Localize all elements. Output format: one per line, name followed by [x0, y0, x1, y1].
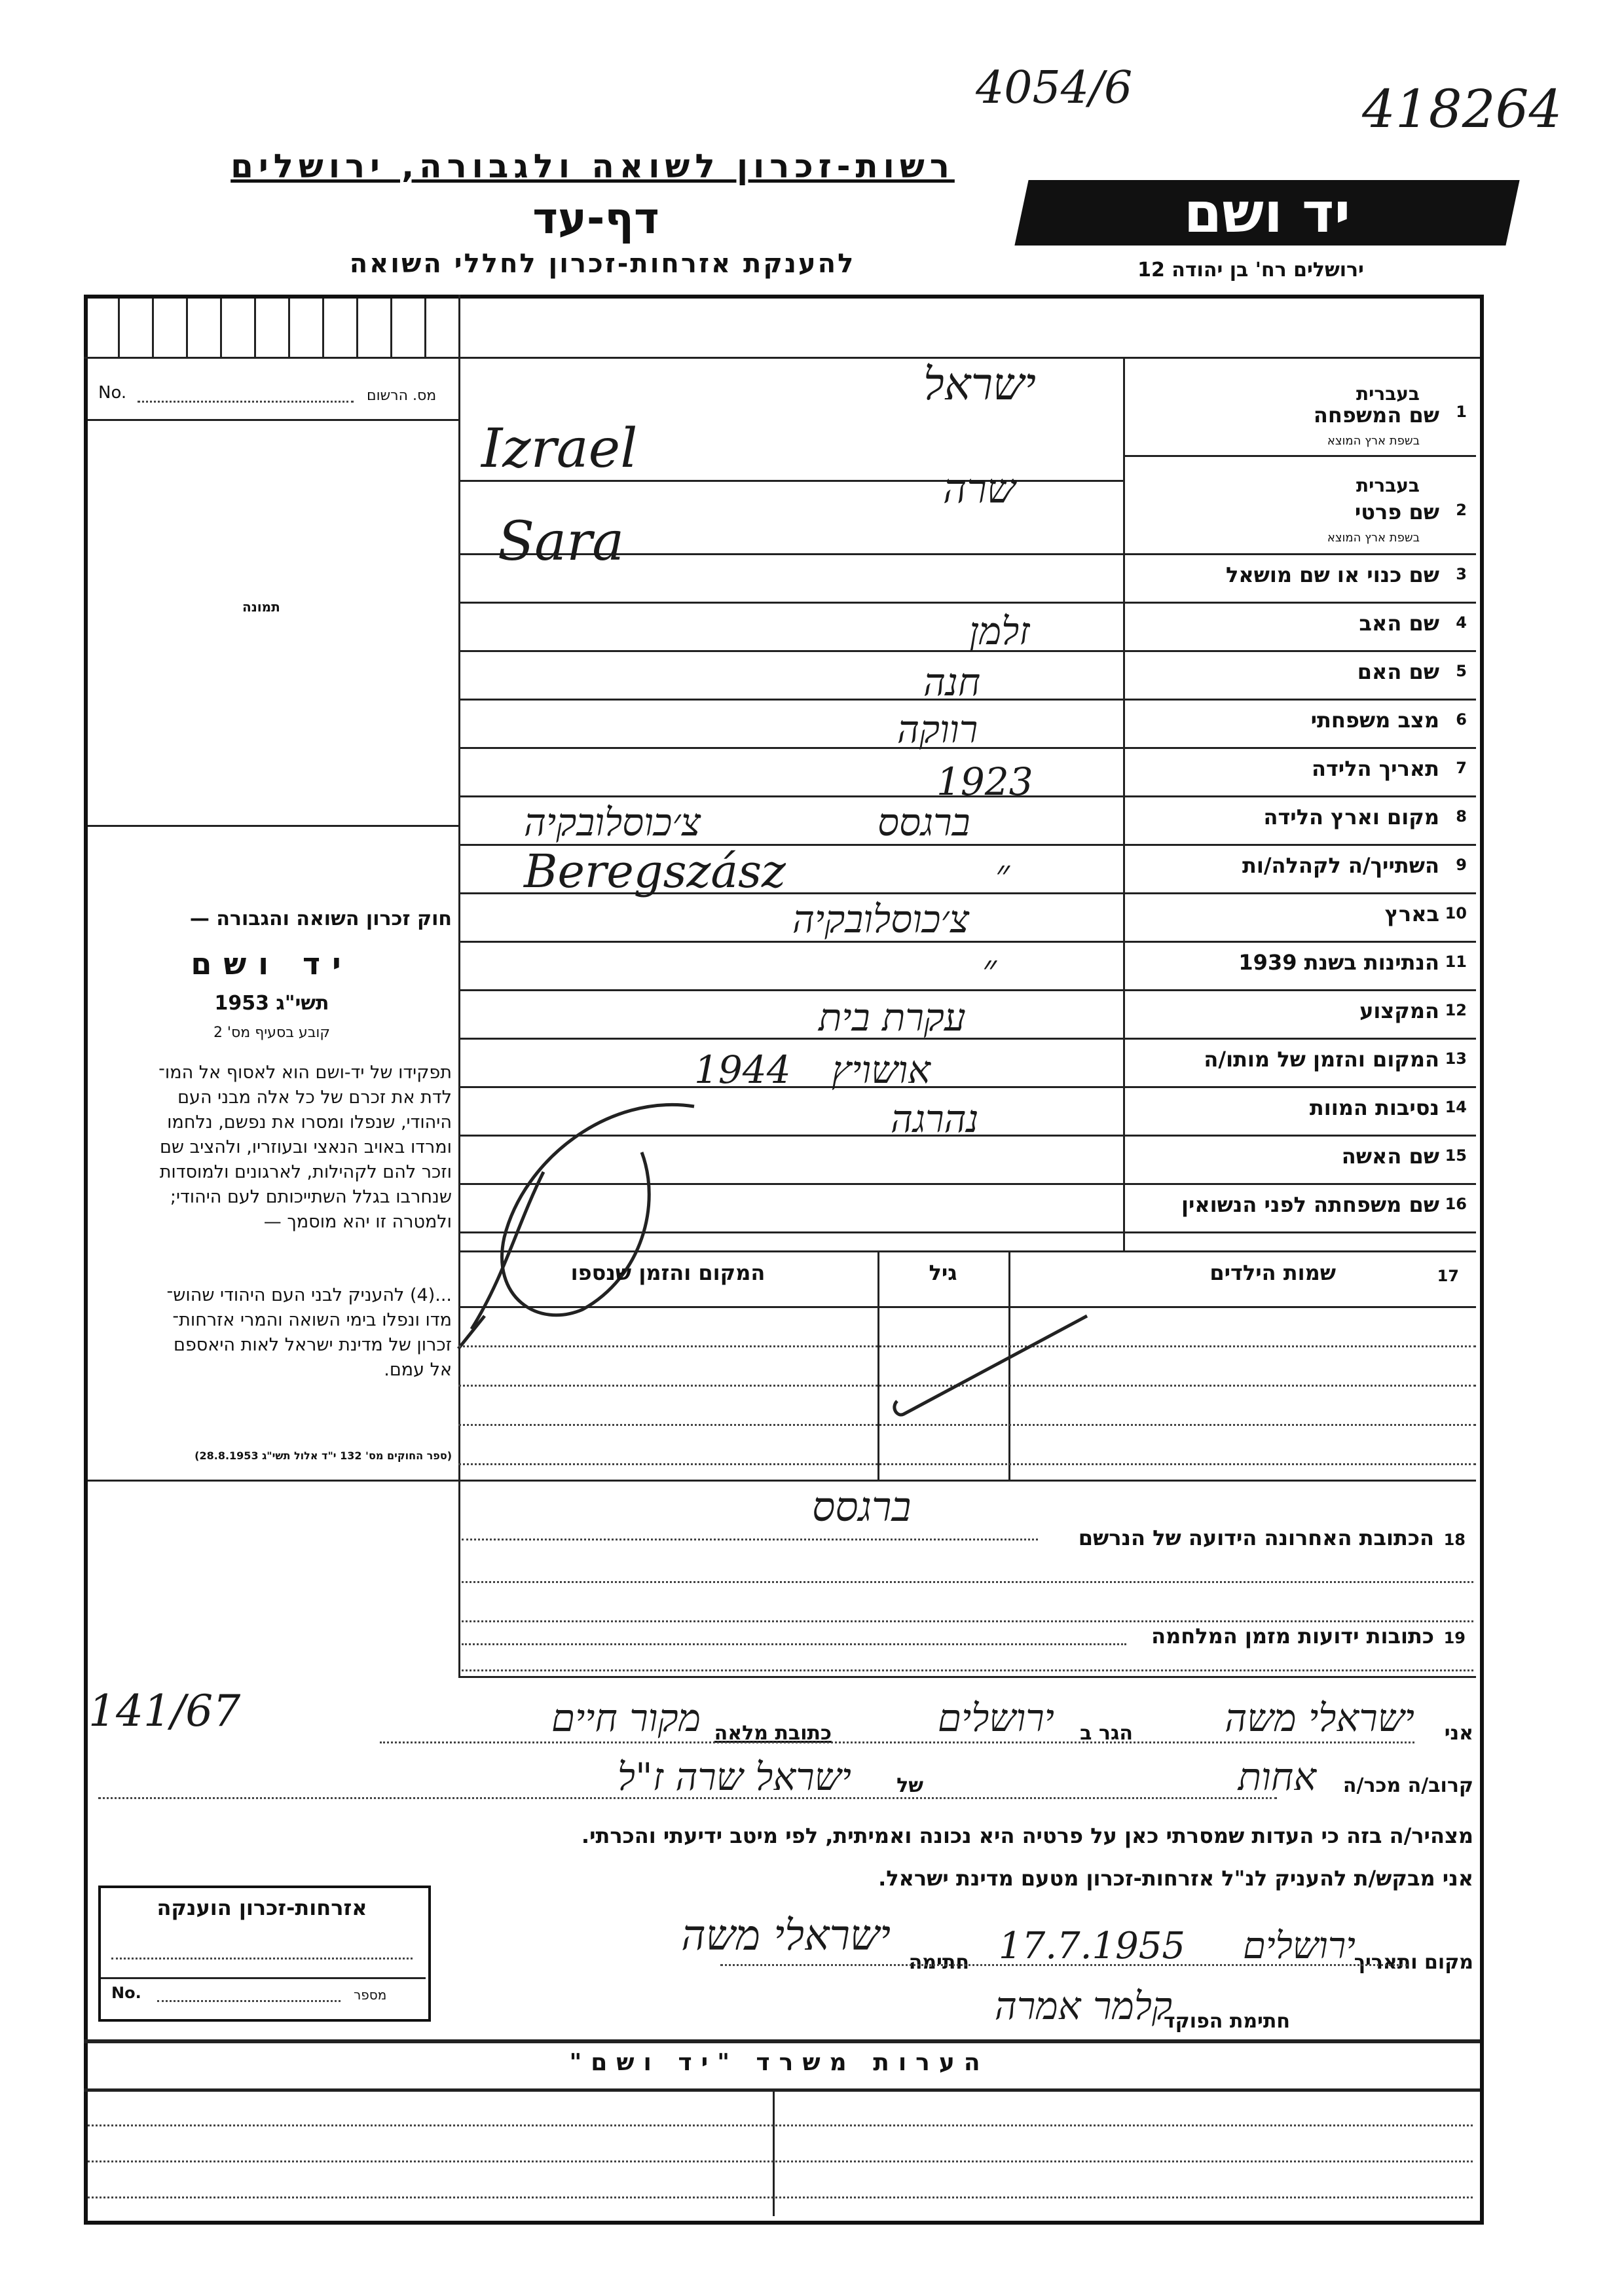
- field-label-mother-name: שם האם: [1357, 659, 1439, 684]
- value-citizenship-1939: ״: [982, 946, 997, 991]
- declaration-request: אני מבקש/ת להעניק לנ"ל אזרחות-זכרון מטעם מדינת ישראל.: [878, 1866, 1473, 1891]
- law-name: יד ושם: [191, 946, 353, 981]
- field-label-nickname: שם כנוי או שם מושאל: [1225, 562, 1439, 587]
- field-label-country: בארץ: [1384, 902, 1439, 926]
- law-subclause-line: זכרון של מדינת ישראל לאות היאספם: [174, 1335, 452, 1355]
- field-label-wife-name: שם האשה: [1341, 1144, 1439, 1169]
- field-sub-native: בשפת ארץ המוצא: [1327, 531, 1420, 545]
- field-number: 7: [1456, 759, 1467, 777]
- field-number: 6: [1456, 710, 1467, 729]
- document-purpose: להענקת אזרחות-זכרון לחללי השואה: [349, 249, 856, 279]
- page-id-number: 418264: [1362, 79, 1562, 139]
- law-footnote: (ספר החוקים מס' 132 י"ד אלול תשי"ג 28.8.1953): [194, 1449, 452, 1462]
- authority-name: רשות-זכרון לשואה ולגבורה, ירושלים: [231, 147, 955, 185]
- law-line: שנחרבו בגלל השתייכותם לעם היהודי;: [170, 1187, 452, 1207]
- registration-no-label-en: No.: [98, 383, 127, 403]
- law-subclause-line: אל עמם.: [384, 1360, 452, 1380]
- field-number: 4: [1456, 613, 1467, 632]
- relation-value: אחות: [1238, 1755, 1316, 1799]
- field-number: 9: [1456, 856, 1467, 874]
- field-number: 1: [1456, 403, 1467, 421]
- value-death-year: 1944: [694, 1048, 791, 1092]
- value-profession: עקרת בית: [819, 995, 966, 1040]
- law-line: תפקידו של יד-ושם הוא לאסוף אל המו־: [158, 1063, 452, 1083]
- value-birth-country: צ׳כוסלובקיה: [524, 800, 701, 845]
- of-label: של: [896, 1774, 923, 1797]
- signature-value: ישראלי משה: [681, 1912, 891, 1960]
- children-death-header: המקום והזמן שנספו: [570, 1260, 766, 1285]
- file-number: 4054/6: [976, 62, 1133, 114]
- children-names-header: שמות הילדים: [1209, 1260, 1336, 1285]
- value-first-name-he: שרה: [943, 465, 1016, 513]
- value-mother-name: חנה: [923, 660, 981, 704]
- law-title: חוק זכרון השואה והגבורה —: [189, 907, 452, 930]
- field-label-profession: המקצוע: [1359, 998, 1439, 1023]
- photo-placeholder: תמונה: [242, 599, 280, 615]
- relative-label: קרוב/ה מכר/ה: [1342, 1774, 1473, 1797]
- registration-no-label-he: מס. הרשום: [367, 388, 437, 404]
- field-label-family-name: שם המשפחה: [1313, 403, 1439, 428]
- value-father-name: זלמן: [969, 609, 1030, 653]
- declaration-statement: מצהיר/ה בזה כי העדות שמסרתי כאן על פרטיה היא נכונה ואמיתית, לפי מיטב ידיעתי והכרתי.: [581, 1823, 1473, 1848]
- signature-label: חתימה: [908, 1951, 969, 1974]
- field-sub-hebrew: בעברית: [1356, 383, 1420, 405]
- value-country: צ׳כוסלובקיה: [792, 897, 970, 941]
- field-number: 16: [1445, 1195, 1467, 1213]
- yad-vashem-address: ירושלים רח' בן יהודה 12: [1137, 259, 1364, 282]
- place-value: ירושלים: [1243, 1925, 1356, 1967]
- field-label-marital-status: מצב משפחתי: [1310, 708, 1439, 733]
- document-title: דף-עד: [532, 193, 659, 244]
- declarant-name: ישראלי משה: [1225, 1696, 1414, 1740]
- field-number: 2: [1456, 501, 1467, 519]
- law-line: ומרדו באויב הנאצי ובעוזריו, ולהציב שם: [159, 1137, 452, 1157]
- law-subclause-line: מדו ונפלו בימי השואה והמרי אזרחות־: [172, 1310, 452, 1330]
- field-label-birth-date: תאריך הלידה: [1311, 756, 1439, 781]
- field-label-birth-place: מקום וארץ הלידה: [1263, 805, 1439, 829]
- resides-value: ירושלים: [937, 1696, 1054, 1740]
- field-label-death-place-time: המקום והזמן של מותו/ה: [1204, 1047, 1439, 1072]
- field-number: 8: [1456, 807, 1467, 826]
- field-number: 3: [1456, 565, 1467, 583]
- value-birth-date: 1923: [936, 759, 1033, 804]
- grant-box-no-he: מספר: [354, 1987, 387, 2003]
- value-last-address: ברגסס: [812, 1483, 912, 1531]
- value-death-circumstances: נהרגה: [891, 1097, 979, 1141]
- children-age-header: גיל: [929, 1260, 957, 1285]
- law-subclause-line: ...(4) להעניק לבני העם היהודי שהוש־: [166, 1285, 452, 1305]
- law-line: לדת את זכרם של כל אלה מבני העם: [177, 1087, 452, 1108]
- field-number: 5: [1456, 662, 1467, 680]
- officer-signature-label: חתימת הפוקד: [1164, 2010, 1290, 2033]
- value-marital-status: רווקה: [897, 707, 978, 752]
- field-label-father-name: שם האב: [1359, 611, 1439, 636]
- place-date-label: מקום ותאריך: [1354, 1951, 1473, 1974]
- wartime-addresses-label: כתובות ידועות מזמן המלחמה: [1151, 1624, 1434, 1649]
- field-number: 11: [1445, 953, 1467, 971]
- grant-box-title: אזרחות-זכרון הוענקה: [157, 1895, 367, 1920]
- value-birth-place: ברגסס: [877, 800, 970, 845]
- office-notes-title: הערות משרד "יד ושם": [569, 2049, 989, 2076]
- value-family-name-he: ישראל: [923, 359, 1036, 410]
- last-address-label: הכתובת האחרונה הידועה של הנרשם: [1078, 1525, 1434, 1550]
- law-clause: קובע בסעיף מס' 2: [213, 1025, 331, 1041]
- field-number: 15: [1445, 1146, 1467, 1165]
- grant-box-no-en: No.: [111, 1984, 141, 2002]
- logo-text: יד ושם: [1183, 181, 1351, 245]
- field-label-community: השתייך/ה לקהלה/ות: [1242, 853, 1439, 878]
- field-label-maiden-name: שם משפחתה לפני הנשואין: [1181, 1192, 1439, 1217]
- value-death-place: אושויץ: [832, 1048, 931, 1092]
- officer-signature-value: קלמר אמרה: [994, 1984, 1172, 2028]
- value-first-name-native: Sara: [498, 511, 625, 573]
- field-number: 13: [1445, 1049, 1467, 1068]
- value-community-ditto: ״: [995, 851, 1010, 896]
- field-number: 14: [1445, 1098, 1467, 1116]
- full-address-label: כתובת מלאה: [714, 1722, 832, 1745]
- of-value: ישראל שרה ז"ל: [617, 1755, 851, 1799]
- field-number: 10: [1445, 904, 1467, 922]
- field-number: 12: [1445, 1001, 1467, 1019]
- law-line: היהודי, שנפלו ומסרו את נפשם, נלחמו: [167, 1112, 452, 1133]
- margin-scribble: [445, 1080, 747, 1355]
- field-sub-hebrew: בעברית: [1356, 475, 1420, 496]
- field-number: 17: [1437, 1267, 1459, 1285]
- file-reference: 141/67: [88, 1686, 241, 1736]
- value-family-name-native: Izrael: [481, 418, 638, 480]
- children-cancel-stroke: [877, 1303, 1100, 1427]
- law-line: ולמטרה זו יהא מוסמך —: [263, 1212, 452, 1232]
- law-year: תשי"ג 1953: [214, 992, 329, 1015]
- field-label-first-name: שם פרטי: [1354, 500, 1439, 524]
- full-address-value: מקור חיים: [551, 1696, 701, 1740]
- field-number: 18: [1443, 1531, 1466, 1549]
- value-community: Beregszász: [524, 845, 786, 898]
- field-label-citizenship-1939: הנתינות בשנת 1939: [1238, 950, 1439, 975]
- law-line: וזכר להם לקהילות, לארגונים ולמוסדות: [159, 1162, 452, 1182]
- field-label-death-circumstances: נסיבות המוות: [1309, 1095, 1439, 1120]
- date-value: 17.7.1955: [998, 1925, 1185, 1967]
- resides-label: הגר ב: [1080, 1722, 1133, 1745]
- field-number: 19: [1443, 1629, 1466, 1647]
- field-sub-native: בשפת ארץ המוצא: [1327, 434, 1420, 448]
- declaration-i-label: אני: [1444, 1722, 1473, 1745]
